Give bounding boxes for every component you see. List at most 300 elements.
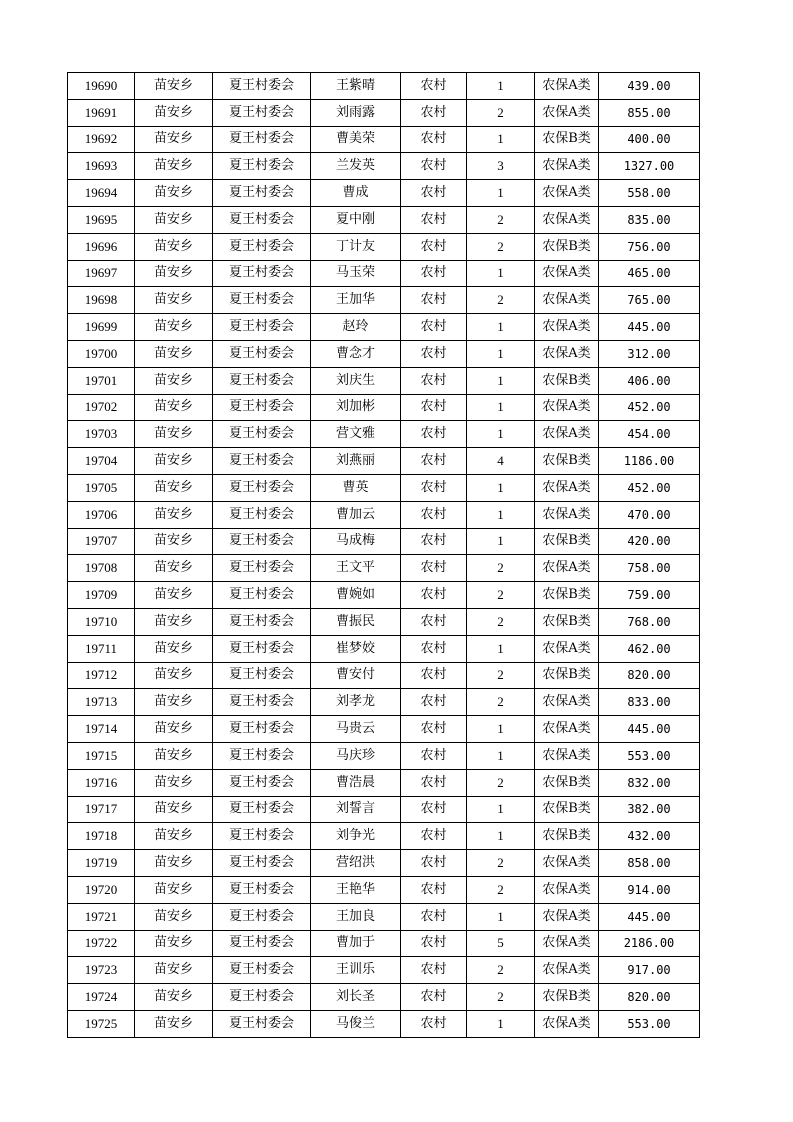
village-committee-cell: 夏王村委会 — [213, 340, 311, 367]
person-name-cell: 曹加云 — [311, 501, 401, 528]
insurance-category-cell: 农保B类 — [535, 367, 599, 394]
township-cell: 苗安乡 — [135, 742, 213, 769]
household-count-cell: 1 — [467, 314, 535, 341]
table-row — [68, 448, 700, 475]
insurance-category-cell: 农保A类 — [535, 421, 599, 448]
insurance-category-cell: 农保A类 — [535, 206, 599, 233]
area-type-cell: 农村 — [401, 99, 467, 126]
village-committee-cell: 夏王村委会 — [213, 99, 311, 126]
village-committee-cell: 夏王村委会 — [213, 126, 311, 153]
table-row — [68, 1010, 700, 1037]
record-id-cell: 19718 — [68, 823, 135, 850]
township-cell: 苗安乡 — [135, 984, 213, 1011]
amount-cell: 820.00 — [599, 662, 700, 689]
township-cell: 苗安乡 — [135, 206, 213, 233]
person-name-cell: 马成梅 — [311, 528, 401, 555]
household-count-cell: 2 — [467, 769, 535, 796]
amount-cell: 759.00 — [599, 582, 700, 609]
record-id-cell: 19707 — [68, 528, 135, 555]
township-cell: 苗安乡 — [135, 501, 213, 528]
village-committee-cell: 夏王村委会 — [213, 448, 311, 475]
township-cell: 苗安乡 — [135, 448, 213, 475]
person-name-cell: 刘雨露 — [311, 99, 401, 126]
insurance-category-cell: 农保B类 — [535, 662, 599, 689]
person-name-cell: 王训乐 — [311, 957, 401, 984]
table-row — [68, 796, 700, 823]
village-committee-cell: 夏王村委会 — [213, 394, 311, 421]
person-name-cell: 刘孝龙 — [311, 689, 401, 716]
area-type-cell: 农村 — [401, 340, 467, 367]
person-name-cell: 曹成 — [311, 180, 401, 207]
insurance-category-cell: 农保A类 — [535, 501, 599, 528]
area-type-cell: 农村 — [401, 528, 467, 555]
township-cell: 苗安乡 — [135, 287, 213, 314]
village-committee-cell: 夏王村委会 — [213, 582, 311, 609]
area-type-cell: 农村 — [401, 555, 467, 582]
village-committee-cell: 夏王村委会 — [213, 716, 311, 743]
area-type-cell: 农村 — [401, 957, 467, 984]
household-count-cell: 1 — [467, 716, 535, 743]
township-cell: 苗安乡 — [135, 876, 213, 903]
village-committee-cell: 夏王村委会 — [213, 180, 311, 207]
record-id-cell: 19699 — [68, 314, 135, 341]
record-id-cell: 19697 — [68, 260, 135, 287]
table-row — [68, 260, 700, 287]
area-type-cell: 农村 — [401, 260, 467, 287]
area-type-cell: 农村 — [401, 1010, 467, 1037]
insurance-category-cell: 农保B类 — [535, 528, 599, 555]
table-row — [68, 367, 700, 394]
record-id-cell: 19720 — [68, 876, 135, 903]
record-id-cell: 19709 — [68, 582, 135, 609]
household-count-cell: 1 — [467, 421, 535, 448]
table-row — [68, 984, 700, 1011]
household-count-cell: 1 — [467, 1010, 535, 1037]
record-id-cell: 19694 — [68, 180, 135, 207]
amount-cell: 470.00 — [599, 501, 700, 528]
record-id-cell: 19715 — [68, 742, 135, 769]
village-committee-cell: 夏王村委会 — [213, 742, 311, 769]
amount-cell: 1327.00 — [599, 153, 700, 180]
township-cell: 苗安乡 — [135, 608, 213, 635]
insurance-category-cell: 农保A类 — [535, 957, 599, 984]
insurance-category-cell: 农保B类 — [535, 448, 599, 475]
household-count-cell: 1 — [467, 501, 535, 528]
record-id-cell: 19706 — [68, 501, 135, 528]
area-type-cell: 农村 — [401, 689, 467, 716]
person-name-cell: 曹婉如 — [311, 582, 401, 609]
household-count-cell: 1 — [467, 823, 535, 850]
household-count-cell: 1 — [467, 260, 535, 287]
township-cell: 苗安乡 — [135, 582, 213, 609]
township-cell: 苗安乡 — [135, 555, 213, 582]
area-type-cell: 农村 — [401, 635, 467, 662]
insurance-category-cell: 农保B类 — [535, 582, 599, 609]
person-name-cell: 刘庆生 — [311, 367, 401, 394]
person-name-cell: 马俊兰 — [311, 1010, 401, 1037]
amount-cell: 445.00 — [599, 314, 700, 341]
household-count-cell: 1 — [467, 474, 535, 501]
township-cell: 苗安乡 — [135, 233, 213, 260]
record-id-cell: 19695 — [68, 206, 135, 233]
records-table — [67, 72, 700, 1038]
insurance-category-cell: 农保A类 — [535, 555, 599, 582]
table-row — [68, 850, 700, 877]
township-cell: 苗安乡 — [135, 180, 213, 207]
person-name-cell: 曹振民 — [311, 608, 401, 635]
amount-cell: 768.00 — [599, 608, 700, 635]
area-type-cell: 农村 — [401, 796, 467, 823]
amount-cell: 553.00 — [599, 742, 700, 769]
person-name-cell: 营绍洪 — [311, 850, 401, 877]
household-count-cell: 2 — [467, 555, 535, 582]
insurance-category-cell: 农保A类 — [535, 314, 599, 341]
record-id-cell: 19725 — [68, 1010, 135, 1037]
person-name-cell: 营文雅 — [311, 421, 401, 448]
area-type-cell: 农村 — [401, 153, 467, 180]
insurance-category-cell: 农保A类 — [535, 73, 599, 100]
area-type-cell: 农村 — [401, 126, 467, 153]
insurance-category-cell: 农保A类 — [535, 340, 599, 367]
table-row — [68, 608, 700, 635]
village-committee-cell: 夏王村委会 — [213, 769, 311, 796]
household-count-cell: 2 — [467, 850, 535, 877]
table-row — [68, 903, 700, 930]
table-row — [68, 474, 700, 501]
village-committee-cell: 夏王村委会 — [213, 876, 311, 903]
household-count-cell: 1 — [467, 635, 535, 662]
insurance-category-cell: 农保A类 — [535, 742, 599, 769]
record-id-cell: 19703 — [68, 421, 135, 448]
area-type-cell: 农村 — [401, 73, 467, 100]
amount-cell: 1186.00 — [599, 448, 700, 475]
table-row — [68, 314, 700, 341]
household-count-cell: 4 — [467, 448, 535, 475]
person-name-cell: 刘燕丽 — [311, 448, 401, 475]
insurance-category-cell: 农保A类 — [535, 689, 599, 716]
village-committee-cell: 夏王村委会 — [213, 287, 311, 314]
township-cell: 苗安乡 — [135, 153, 213, 180]
amount-cell: 452.00 — [599, 474, 700, 501]
amount-cell: 855.00 — [599, 99, 700, 126]
record-id-cell: 19698 — [68, 287, 135, 314]
table-row — [68, 742, 700, 769]
amount-cell: 452.00 — [599, 394, 700, 421]
table-row — [68, 287, 700, 314]
table-row — [68, 689, 700, 716]
household-count-cell: 1 — [467, 367, 535, 394]
township-cell: 苗安乡 — [135, 367, 213, 394]
township-cell: 苗安乡 — [135, 635, 213, 662]
amount-cell: 462.00 — [599, 635, 700, 662]
area-type-cell: 农村 — [401, 984, 467, 1011]
table-row — [68, 153, 700, 180]
record-id-cell: 19704 — [68, 448, 135, 475]
table-row — [68, 823, 700, 850]
record-id-cell: 19690 — [68, 73, 135, 100]
person-name-cell: 王加华 — [311, 287, 401, 314]
person-name-cell: 兰发英 — [311, 153, 401, 180]
household-count-cell: 1 — [467, 126, 535, 153]
record-id-cell: 19705 — [68, 474, 135, 501]
village-committee-cell: 夏王村委会 — [213, 823, 311, 850]
township-cell: 苗安乡 — [135, 528, 213, 555]
records-table-body — [68, 73, 700, 1038]
record-id-cell: 19713 — [68, 689, 135, 716]
amount-cell: 832.00 — [599, 769, 700, 796]
record-id-cell: 19692 — [68, 126, 135, 153]
amount-cell: 765.00 — [599, 287, 700, 314]
area-type-cell: 农村 — [401, 876, 467, 903]
amount-cell: 758.00 — [599, 555, 700, 582]
area-type-cell: 农村 — [401, 823, 467, 850]
amount-cell: 420.00 — [599, 528, 700, 555]
area-type-cell: 农村 — [401, 501, 467, 528]
record-id-cell: 19702 — [68, 394, 135, 421]
record-id-cell: 19700 — [68, 340, 135, 367]
person-name-cell: 曹安付 — [311, 662, 401, 689]
household-count-cell: 2 — [467, 689, 535, 716]
village-committee-cell: 夏王村委会 — [213, 662, 311, 689]
insurance-category-cell: 农保A类 — [535, 180, 599, 207]
table-row — [68, 555, 700, 582]
household-count-cell: 1 — [467, 73, 535, 100]
table-row — [68, 635, 700, 662]
insurance-category-cell: 农保A类 — [535, 153, 599, 180]
table-row — [68, 421, 700, 448]
insurance-category-cell: 农保A类 — [535, 635, 599, 662]
household-count-cell: 2 — [467, 876, 535, 903]
township-cell: 苗安乡 — [135, 314, 213, 341]
area-type-cell: 农村 — [401, 180, 467, 207]
area-type-cell: 农村 — [401, 742, 467, 769]
area-type-cell: 农村 — [401, 930, 467, 957]
insurance-category-cell: 农保A类 — [535, 903, 599, 930]
table-row — [68, 73, 700, 100]
household-count-cell: 1 — [467, 528, 535, 555]
table-row — [68, 340, 700, 367]
area-type-cell: 农村 — [401, 394, 467, 421]
insurance-category-cell: 农保A类 — [535, 394, 599, 421]
table-row — [68, 501, 700, 528]
village-committee-cell: 夏王村委会 — [213, 850, 311, 877]
amount-cell: 835.00 — [599, 206, 700, 233]
table-row — [68, 180, 700, 207]
amount-cell: 400.00 — [599, 126, 700, 153]
person-name-cell: 曹英 — [311, 474, 401, 501]
person-name-cell: 马庆珍 — [311, 742, 401, 769]
person-name-cell: 曹加于 — [311, 930, 401, 957]
record-id-cell: 19717 — [68, 796, 135, 823]
household-count-cell: 5 — [467, 930, 535, 957]
household-count-cell: 1 — [467, 340, 535, 367]
household-count-cell: 2 — [467, 957, 535, 984]
amount-cell: 914.00 — [599, 876, 700, 903]
household-count-cell: 1 — [467, 796, 535, 823]
insurance-category-cell: 农保A类 — [535, 99, 599, 126]
person-name-cell: 崔梦姣 — [311, 635, 401, 662]
village-committee-cell: 夏王村委会 — [213, 233, 311, 260]
area-type-cell: 农村 — [401, 474, 467, 501]
record-id-cell: 19724 — [68, 984, 135, 1011]
table-row — [68, 876, 700, 903]
area-type-cell: 农村 — [401, 662, 467, 689]
area-type-cell: 农村 — [401, 367, 467, 394]
household-count-cell: 2 — [467, 206, 535, 233]
township-cell: 苗安乡 — [135, 716, 213, 743]
person-name-cell: 马玉荣 — [311, 260, 401, 287]
table-row — [68, 716, 700, 743]
person-name-cell: 曹念才 — [311, 340, 401, 367]
area-type-cell: 农村 — [401, 206, 467, 233]
township-cell: 苗安乡 — [135, 769, 213, 796]
amount-cell: 432.00 — [599, 823, 700, 850]
area-type-cell: 农村 — [401, 287, 467, 314]
amount-cell: 558.00 — [599, 180, 700, 207]
township-cell: 苗安乡 — [135, 260, 213, 287]
township-cell: 苗安乡 — [135, 689, 213, 716]
household-count-cell: 2 — [467, 582, 535, 609]
table-row — [68, 233, 700, 260]
table-row — [68, 528, 700, 555]
village-committee-cell: 夏王村委会 — [213, 796, 311, 823]
record-id-cell: 19712 — [68, 662, 135, 689]
amount-cell: 439.00 — [599, 73, 700, 100]
insurance-category-cell: 农保B类 — [535, 984, 599, 1011]
amount-cell: 465.00 — [599, 260, 700, 287]
township-cell: 苗安乡 — [135, 474, 213, 501]
person-name-cell: 曹浩晨 — [311, 769, 401, 796]
village-committee-cell: 夏王村委会 — [213, 206, 311, 233]
person-name-cell: 王艳华 — [311, 876, 401, 903]
household-count-cell: 1 — [467, 394, 535, 421]
village-committee-cell: 夏王村委会 — [213, 528, 311, 555]
township-cell: 苗安乡 — [135, 796, 213, 823]
person-name-cell: 王加良 — [311, 903, 401, 930]
table-row — [68, 394, 700, 421]
table-row — [68, 126, 700, 153]
village-committee-cell: 夏王村委会 — [213, 930, 311, 957]
household-count-cell: 2 — [467, 984, 535, 1011]
village-committee-cell: 夏王村委会 — [213, 689, 311, 716]
insurance-category-cell: 农保B类 — [535, 233, 599, 260]
insurance-category-cell: 农保B类 — [535, 796, 599, 823]
amount-cell: 445.00 — [599, 903, 700, 930]
village-committee-cell: 夏王村委会 — [213, 73, 311, 100]
township-cell: 苗安乡 — [135, 823, 213, 850]
person-name-cell: 丁计友 — [311, 233, 401, 260]
insurance-category-cell: 农保A类 — [535, 876, 599, 903]
household-count-cell: 2 — [467, 662, 535, 689]
insurance-category-cell: 农保A类 — [535, 474, 599, 501]
insurance-category-cell: 农保B类 — [535, 769, 599, 796]
record-id-cell: 19711 — [68, 635, 135, 662]
insurance-category-cell: 农保A类 — [535, 930, 599, 957]
insurance-category-cell: 农保B类 — [535, 823, 599, 850]
record-id-cell: 19691 — [68, 99, 135, 126]
village-committee-cell: 夏王村委会 — [213, 474, 311, 501]
household-count-cell: 1 — [467, 180, 535, 207]
amount-cell: 917.00 — [599, 957, 700, 984]
township-cell: 苗安乡 — [135, 99, 213, 126]
township-cell: 苗安乡 — [135, 73, 213, 100]
village-committee-cell: 夏王村委会 — [213, 367, 311, 394]
township-cell: 苗安乡 — [135, 126, 213, 153]
record-id-cell: 19716 — [68, 769, 135, 796]
household-count-cell: 1 — [467, 903, 535, 930]
amount-cell: 858.00 — [599, 850, 700, 877]
area-type-cell: 农村 — [401, 850, 467, 877]
area-type-cell: 农村 — [401, 314, 467, 341]
person-name-cell: 王文平 — [311, 555, 401, 582]
person-name-cell: 赵玲 — [311, 314, 401, 341]
person-name-cell: 刘争光 — [311, 823, 401, 850]
amount-cell: 2186.00 — [599, 930, 700, 957]
village-committee-cell: 夏王村委会 — [213, 957, 311, 984]
household-count-cell: 2 — [467, 99, 535, 126]
area-type-cell: 农村 — [401, 716, 467, 743]
record-id-cell: 19714 — [68, 716, 135, 743]
person-name-cell: 曹美荣 — [311, 126, 401, 153]
village-committee-cell: 夏王村委会 — [213, 501, 311, 528]
area-type-cell: 农村 — [401, 421, 467, 448]
amount-cell: 454.00 — [599, 421, 700, 448]
person-name-cell: 刘誓言 — [311, 796, 401, 823]
record-id-cell: 19696 — [68, 233, 135, 260]
township-cell: 苗安乡 — [135, 394, 213, 421]
area-type-cell: 农村 — [401, 582, 467, 609]
amount-cell: 756.00 — [599, 233, 700, 260]
village-committee-cell: 夏王村委会 — [213, 984, 311, 1011]
township-cell: 苗安乡 — [135, 957, 213, 984]
village-committee-cell: 夏王村委会 — [213, 635, 311, 662]
township-cell: 苗安乡 — [135, 850, 213, 877]
township-cell: 苗安乡 — [135, 903, 213, 930]
record-id-cell: 19723 — [68, 957, 135, 984]
area-type-cell: 农村 — [401, 448, 467, 475]
insurance-category-cell: 农保A类 — [535, 260, 599, 287]
village-committee-cell: 夏王村委会 — [213, 421, 311, 448]
village-committee-cell: 夏王村委会 — [213, 903, 311, 930]
table-row — [68, 582, 700, 609]
village-committee-cell: 夏王村委会 — [213, 555, 311, 582]
township-cell: 苗安乡 — [135, 421, 213, 448]
person-name-cell: 马贵云 — [311, 716, 401, 743]
table-row — [68, 99, 700, 126]
village-committee-cell: 夏王村委会 — [213, 153, 311, 180]
amount-cell: 820.00 — [599, 984, 700, 1011]
record-id-cell: 19721 — [68, 903, 135, 930]
insurance-category-cell: 农保B类 — [535, 608, 599, 635]
insurance-category-cell: 农保A类 — [535, 1010, 599, 1037]
amount-cell: 312.00 — [599, 340, 700, 367]
table-row — [68, 930, 700, 957]
area-type-cell: 农村 — [401, 903, 467, 930]
household-count-cell: 2 — [467, 233, 535, 260]
amount-cell: 445.00 — [599, 716, 700, 743]
person-name-cell: 夏中刚 — [311, 206, 401, 233]
insurance-category-cell: 农保A类 — [535, 716, 599, 743]
insurance-category-cell: 农保B类 — [535, 126, 599, 153]
household-count-cell: 2 — [467, 608, 535, 635]
township-cell: 苗安乡 — [135, 340, 213, 367]
area-type-cell: 农村 — [401, 608, 467, 635]
amount-cell: 382.00 — [599, 796, 700, 823]
table-row — [68, 957, 700, 984]
village-committee-cell: 夏王村委会 — [213, 1010, 311, 1037]
township-cell: 苗安乡 — [135, 930, 213, 957]
record-id-cell: 19710 — [68, 608, 135, 635]
